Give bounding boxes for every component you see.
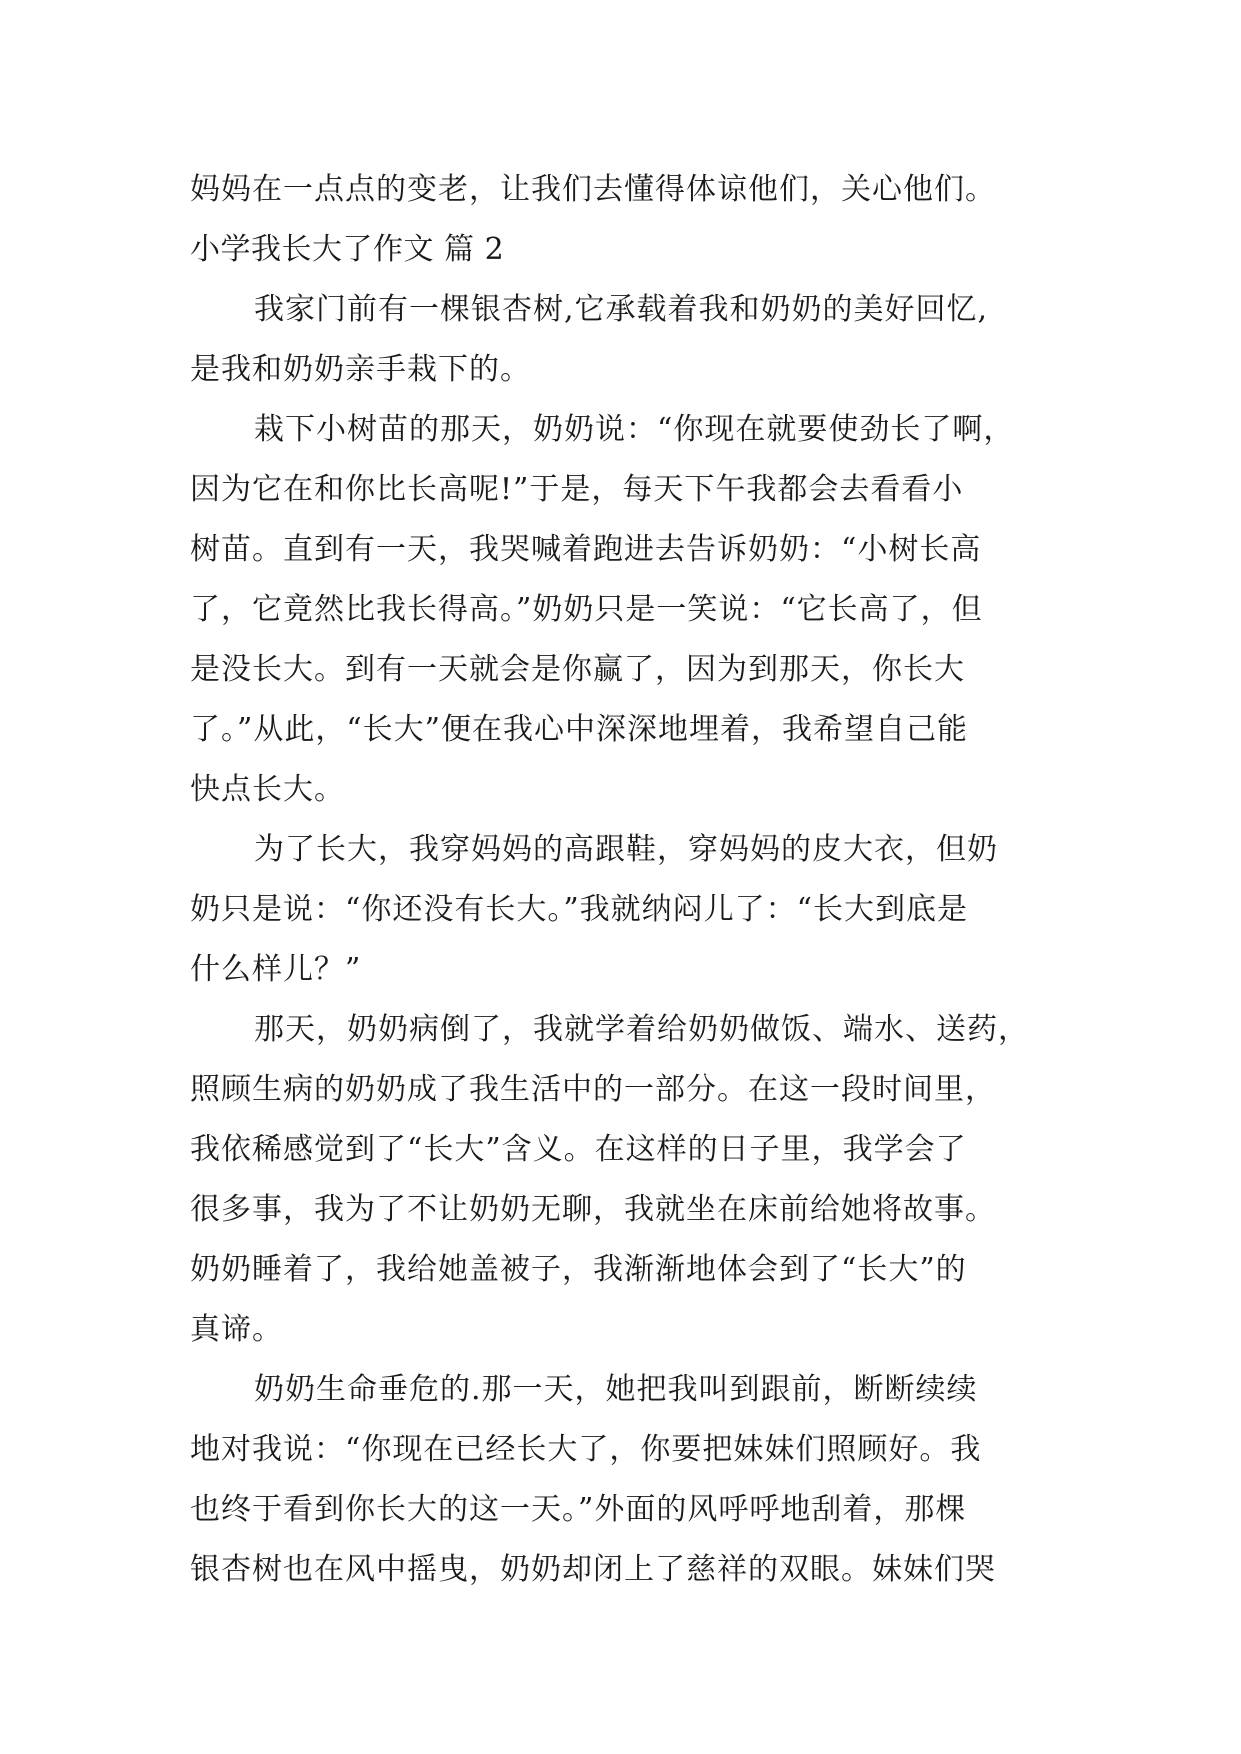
text-line: 银杏树也在风中摇曳，奶奶却闭上了慈祥的双眼。妹妹们哭 [190,1552,996,1587]
section-title: 小学我长大了作文 篇 2 [190,232,505,267]
essay-body [190,160,1090,1600]
text-line: 了。”从此，“长大”便在我心中深深地埋着，我希望自己能 [190,712,969,747]
text-line: 树苗。直到有一天，我哭喊着跑进去告诉奶奶：“小树长高 [190,532,982,567]
text-line: 是没长大。到有一天就会是你赢了，因为到那天，你长大 [190,652,965,687]
text-line: 真谛。 [190,1312,283,1347]
text-line: 什么样儿？” [190,952,362,987]
text-line: 奶奶睡着了，我给她盖被子，我渐渐地体会到了“长大”的 [190,1252,967,1287]
text-line: 照顾生病的奶奶成了我生活中的一部分。在这一段时间里， [190,1072,996,1107]
text-line: 妈妈在一点点的变老，让我们去懂得体谅他们，关心他们。 [190,172,996,207]
paragraph-first-line: 栽下小树苗的那天，奶奶说：“你现在就要使劲长了啊， [254,412,1015,447]
text-line: 我依稀感觉到了“长大”含义。在这样的日子里，我学会了 [190,1132,967,1167]
paragraph-first-line: 奶奶生命垂危的.那一天，她把我叫到跟前，断断续续 [254,1372,978,1407]
text-line: 也终于看到你长大的这一天。”外面的风呼呼地刮着，那棵 [190,1492,967,1527]
paragraph-first-line: 为了长大，我穿妈妈的高跟鞋，穿妈妈的皮大衣，但奶 [254,832,998,867]
text-line: 因为它在和你比长高呢!”于是，每天下午我都会去看看小 [190,472,964,507]
text-line: 地对我说：“你现在已经长大了，你要把妹妹们照顾好。我 [190,1432,982,1467]
text-line: 快点长大。 [190,772,345,807]
text-line: 很多事，我为了不让奶奶无聊，我就坐在床前给她将故事。 [190,1192,996,1227]
text-line: 了，它竟然比我长得高。”奶奶只是一笑说：“它长高了，但 [190,592,983,627]
paragraph-first-line: 我家门前有一棵银杏树,它承载着我和奶奶的美好回忆, [254,292,989,327]
text-line: 奶只是说：“你还没有长大。”我就纳闷儿了：“长大到底是 [190,892,969,927]
paragraph-first-line: 那天，奶奶病倒了，我就学着给奶奶做饭、端水、送药， [254,1012,1029,1047]
text-line: 是我和奶奶亲手栽下的。 [190,352,531,387]
